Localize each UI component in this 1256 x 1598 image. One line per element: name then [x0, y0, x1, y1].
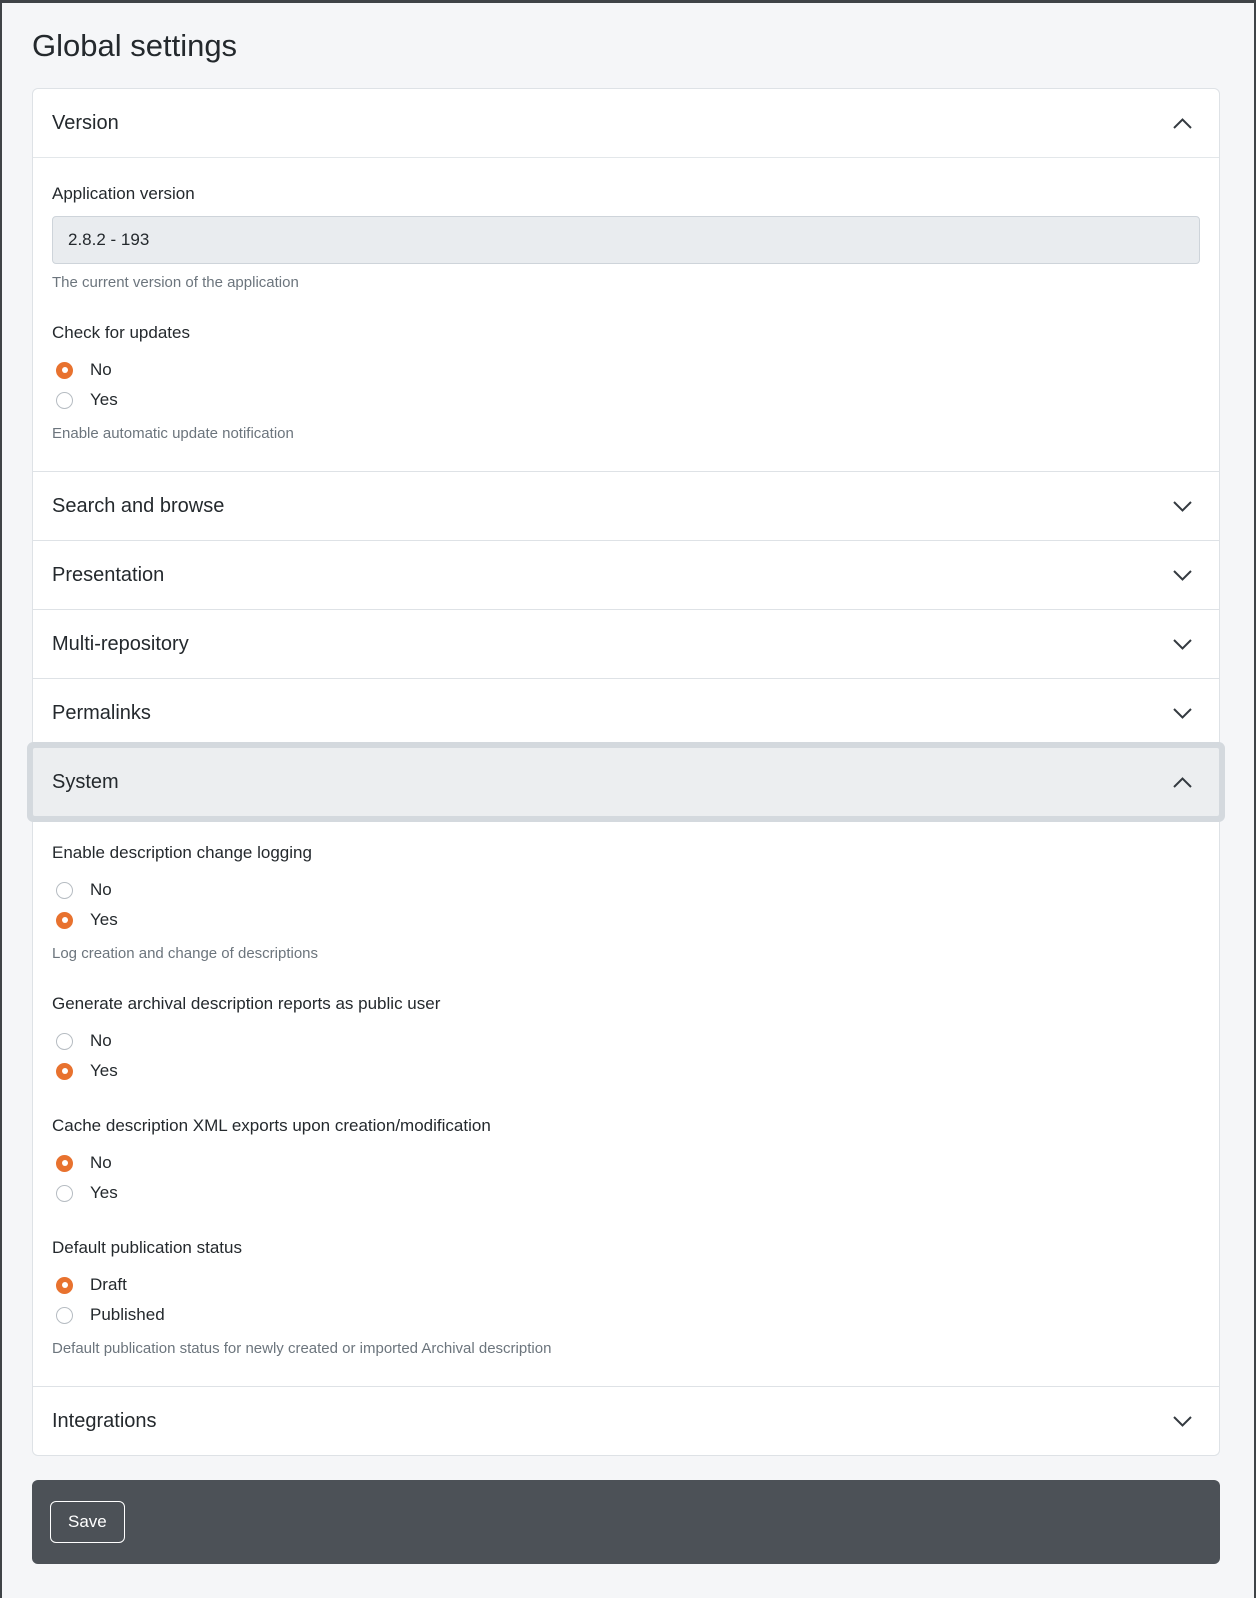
field-label: Generate archival description reports as public user: [52, 994, 441, 1013]
radio-pub-status-draft[interactable]: Draft: [52, 1270, 1200, 1300]
radio-change-logging-yes[interactable]: Yes: [52, 905, 1200, 935]
chevron-down-icon: [1172, 638, 1193, 651]
section-title: Search and browse: [52, 495, 225, 517]
radio-pub-status-published[interactable]: Published: [52, 1300, 1200, 1330]
radio-icon: [56, 392, 73, 409]
accordion-item-version: [32, 88, 1220, 472]
radio-icon: [56, 1063, 73, 1080]
radio-icon: [56, 1033, 73, 1050]
description-change-logging-field: [52, 841, 1200, 964]
version-panel: [33, 157, 1219, 471]
application-version-input: [52, 216, 1200, 264]
accordion-header-permalinks[interactable]: [33, 679, 1219, 747]
accordion-header-multi-repository[interactable]: [33, 610, 1219, 678]
check-for-updates-field: [52, 321, 1200, 444]
radio-reports-public-yes[interactable]: Yes: [52, 1056, 1200, 1086]
field-label: Cache description XML exports upon creation/modification: [52, 1116, 491, 1135]
section-title: Multi-repository: [52, 633, 189, 655]
field-label: Enable description change logging: [52, 843, 312, 862]
global-settings-page: [2, 3, 1254, 1590]
accordion-item-integrations: [32, 1387, 1220, 1456]
accordion-item-multi-repository: [32, 610, 1220, 679]
field-label: Application version: [52, 184, 195, 203]
radio-cache-xml-no[interactable]: No: [52, 1148, 1200, 1178]
section-title: Presentation: [52, 564, 165, 586]
cache-xml-exports-field: [52, 1114, 1200, 1208]
section-title: System: [52, 771, 119, 793]
help-text: The current version of the application: [52, 274, 299, 291]
reports-public-user-field: [52, 992, 1200, 1086]
radio-check-updates-no[interactable]: No: [52, 355, 1200, 385]
accordion-header-search-and-browse[interactable]: [33, 472, 1219, 540]
chevron-up-icon: [1172, 117, 1193, 130]
radio-icon: [56, 1185, 73, 1202]
default-publication-status-field: [52, 1236, 1200, 1359]
radio-check-updates-yes[interactable]: Yes: [52, 385, 1200, 415]
radio-icon: [56, 882, 73, 899]
settings-accordion: [32, 88, 1220, 1456]
accordion-header-version[interactable]: [33, 89, 1219, 157]
accordion-item-system: [32, 748, 1220, 1387]
section-title: Integrations: [52, 1410, 157, 1432]
chevron-down-icon: [1172, 569, 1193, 582]
radio-reports-public-no[interactable]: No: [52, 1026, 1200, 1056]
radio-cache-xml-yes[interactable]: Yes: [52, 1178, 1200, 1208]
accordion-header-presentation[interactable]: [33, 541, 1219, 609]
chevron-down-icon: [1172, 500, 1193, 513]
application-version-field: [52, 182, 1200, 293]
page-title: Global settings: [32, 28, 238, 63]
field-label: Check for updates: [52, 323, 190, 342]
accordion-header-system[interactable]: [33, 748, 1219, 816]
chevron-down-icon: [1172, 707, 1193, 720]
help-text: Log creation and change of descriptions: [52, 945, 319, 962]
radio-icon: [56, 1155, 73, 1172]
system-panel: [33, 816, 1219, 1386]
field-label: Default publication status: [52, 1238, 242, 1257]
accordion-item-permalinks: [32, 679, 1220, 748]
help-text: Default publication status for newly created or imported Archival description: [52, 1340, 552, 1357]
radio-icon: [56, 362, 73, 379]
radio-icon: [56, 1277, 73, 1294]
chevron-down-icon: [1172, 1415, 1193, 1428]
radio-change-logging-no[interactable]: No: [52, 875, 1200, 905]
actions-bar: [32, 1480, 1220, 1564]
save-button[interactable]: Save: [50, 1501, 125, 1543]
chevron-up-icon: [1172, 776, 1193, 789]
section-title: Permalinks: [52, 702, 151, 724]
radio-icon: [56, 912, 73, 929]
accordion-item-search-and-browse: [32, 472, 1220, 541]
accordion-header-integrations[interactable]: [33, 1387, 1219, 1455]
radio-icon: [56, 1307, 73, 1324]
section-title: Version: [52, 112, 119, 134]
accordion-item-presentation: [32, 541, 1220, 610]
help-text: Enable automatic update notification: [52, 425, 294, 442]
